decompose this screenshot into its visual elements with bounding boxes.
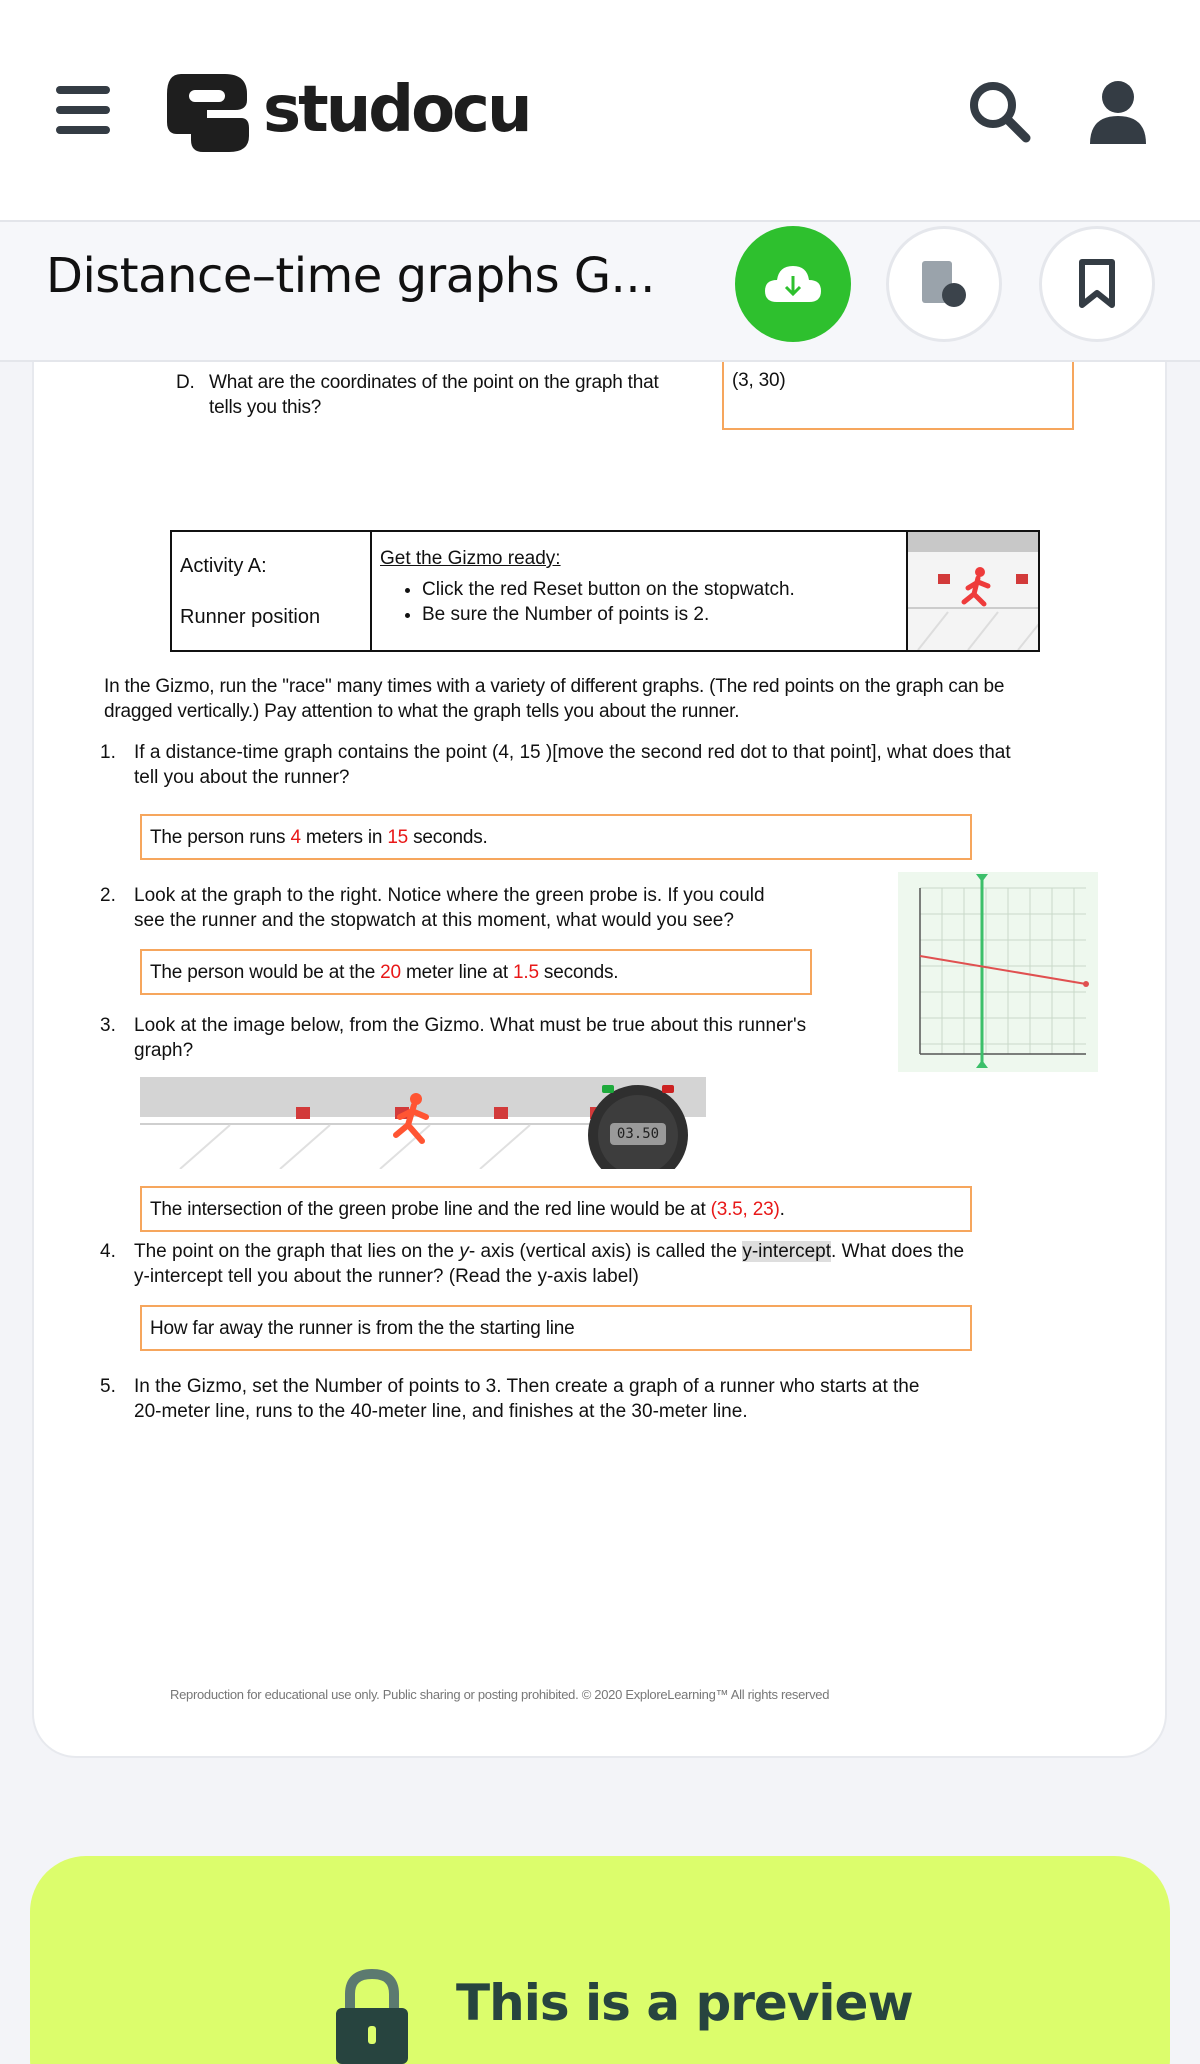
gizmo-race-image — [140, 1077, 706, 1169]
question-4-number: 4. — [100, 1241, 116, 1262]
runner-thumbnail-image — [908, 532, 1038, 650]
download-button[interactable] — [735, 226, 851, 342]
question-3-answer-box[interactable] — [140, 1186, 972, 1232]
question-3-answer: The intersection of the green probe line and the red line would be at (3.5, 23). — [150, 1199, 785, 1220]
distance-time-graph-image — [898, 872, 1098, 1072]
activity-label: Activity A: — [180, 555, 267, 577]
activity-label-cell — [172, 532, 372, 650]
question-1-number: 1. — [100, 742, 116, 763]
hamburger-menu-icon[interactable] — [56, 86, 110, 134]
question-3 — [100, 1013, 880, 1063]
stopwatch-display: 03.50 — [616, 1126, 660, 1142]
document-title: Distance–time graphs G... — [46, 248, 655, 304]
question-5 — [100, 1374, 1130, 1424]
question-1-answer-box[interactable] — [140, 814, 972, 860]
question-3-line-2: graph? — [134, 1040, 194, 1061]
question-5-line-2: 20-meter line, runs to the 40-meter line, and finishes at the 30-meter line. — [134, 1401, 748, 1422]
question-1-line-2: tell you about the runner? — [134, 767, 350, 788]
logo-text: studocu — [263, 73, 530, 147]
activity-bullet-2: • Be sure the Number of points is 2. — [422, 602, 906, 627]
question-3-number: 3. — [100, 1015, 116, 1036]
search-icon[interactable] — [966, 78, 1032, 144]
add-to-list-button[interactable] — [886, 226, 1002, 342]
activity-sublabel: Runner position — [180, 606, 321, 628]
cloud-download-icon — [763, 262, 823, 306]
question-2-line-2: see the runner and the stopwatch at this moment, what would you see? — [134, 910, 734, 931]
question-4-answer-box[interactable] — [140, 1305, 972, 1351]
lock-icon — [332, 1968, 412, 2064]
preview-text: This is a preview — [456, 1974, 913, 2032]
document-header-bar — [0, 222, 1200, 362]
document-page — [32, 300, 1167, 1758]
activity-a-table — [170, 530, 1040, 652]
question-3-line-1: Look at the image below, from the Gizmo. What must be true about this runner's — [134, 1015, 807, 1036]
user-icon[interactable] — [1088, 80, 1148, 146]
question-2-line-1: Look at the graph to the right. Notice where the green probe is. If you could — [134, 885, 765, 906]
question-2-answer-box[interactable] — [140, 949, 812, 995]
intro-line-2: dragged vertically.) Pay attention to what the graph tells you about the runner. — [104, 701, 740, 722]
studocu-logo-icon — [163, 64, 255, 156]
question-d-label: D. — [176, 372, 195, 393]
add-to-list-icon — [916, 259, 972, 309]
question-2-number: 2. — [100, 885, 116, 906]
question-4-line-1: The point on the graph that lies on the y- axis (vertical axis) is called the y-intercept. What does the — [134, 1241, 965, 1262]
gizmo-ready-heading: Get the Gizmo ready: — [380, 548, 561, 569]
question-d-answer: (3, 30) — [732, 370, 786, 391]
question-d-text-line2: tells you this? — [209, 397, 322, 418]
question-2-answer: The person would be at the 20 meter line at 1.5 seconds. — [150, 962, 619, 983]
question-4 — [100, 1239, 1130, 1289]
activity-bullet-1: • Click the red Reset button on the stopwatch. — [422, 577, 906, 602]
bookmark-icon — [1077, 259, 1117, 309]
copyright-footer: Reproduction for educational use only. Public sharing or posting prohibited. © 2020 ExploreLearning™ All rights reserved — [170, 1687, 830, 1702]
question-1 — [100, 740, 1130, 790]
studocu-logo[interactable] — [163, 64, 530, 156]
activity-instructions-cell — [372, 532, 908, 650]
question-4-answer: How far away the runner is from the the starting line — [150, 1318, 575, 1339]
question-5-number: 5. — [100, 1376, 116, 1397]
question-5-line-1: In the Gizmo, set the Number of points to 3. Then create a graph of a runner who starts at the — [134, 1376, 920, 1397]
question-4-line-2: y-intercept tell you about the runner? (Read the y-axis label) — [134, 1266, 639, 1287]
question-1-answer: The person runs 4 meters in 15 seconds. — [150, 827, 488, 848]
intro-line-1: In the Gizmo, run the "race" many times with a variety of different graphs. (The red points on the graph can be — [104, 676, 1005, 697]
question-d-text-line1: What are the coordinates of the point on the graph that — [209, 372, 659, 393]
preview-banner — [30, 1856, 1170, 2064]
bookmark-button[interactable] — [1039, 226, 1155, 342]
question-1-line-1: If a distance-time graph contains the point (4, 15 )[move the second red dot to that point], what does that — [134, 742, 1011, 763]
question-2 — [100, 883, 880, 933]
top-navigation-bar — [0, 0, 1200, 222]
